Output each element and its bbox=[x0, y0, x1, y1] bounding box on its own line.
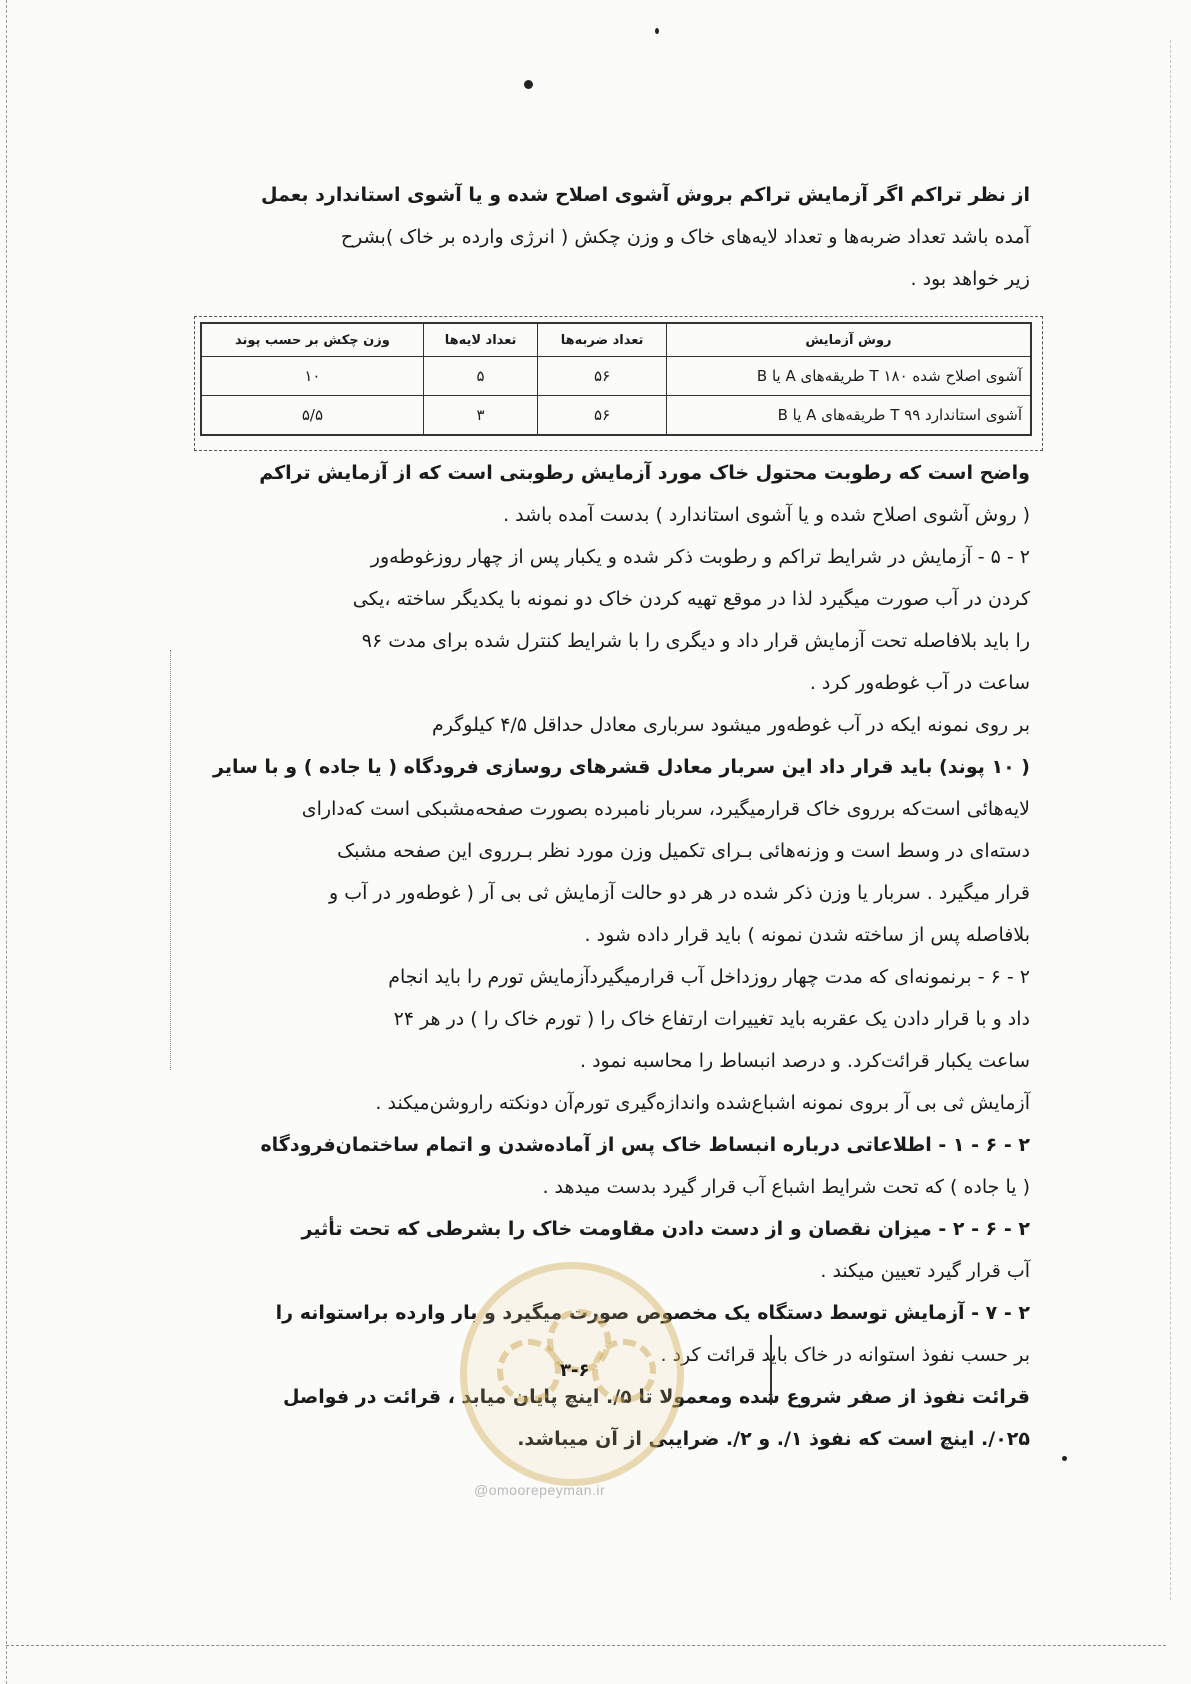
body-line: را باید بلافاصله تحت آزمایش قرار داد و دیگری را با شرایط کنترل شده برای مدت ۹۶ bbox=[361, 630, 1030, 652]
header-blow-count: تعداد ضربه‌ها bbox=[538, 323, 667, 357]
cell-layers: ۵ bbox=[423, 357, 537, 396]
body-line: ساعت یکبار قرائت‌کرد. و درصد انبساط را محاسبه نمود . bbox=[580, 1050, 1030, 1072]
body-line: ( ۱۰ پوند) باید قرار داد این سربار معادل قشرهای روسازی فرودگاه ( یا جاده ) و با سایر bbox=[213, 756, 1030, 778]
body-line: واضح است که رطوبت محتول خاک مورد آزمایش رطوبتی است که از آزمایش تراکم bbox=[259, 462, 1030, 484]
compaction-methods-table bbox=[200, 322, 1032, 436]
cell-method: آشوی استاندارد ۹۹ T طریقه‌های A یا B bbox=[666, 396, 1031, 436]
ink-speck bbox=[524, 80, 533, 89]
body-line: ۲ - ۷ - آزمایش توسط دستگاه یک مخصوص صورت میگیرد و بار وارده براستوانه را bbox=[275, 1302, 1030, 1324]
body-line: بلافاصله پس از ساخته شدن نمونه ) باید قرار داده شود . bbox=[584, 924, 1030, 946]
cell-blows: ۵۶ bbox=[538, 396, 667, 436]
ink-speck bbox=[655, 28, 659, 34]
cell-blows: ۵۶ bbox=[538, 357, 667, 396]
body-line: کردن در آب صورت میگیرد لذا در موقع تهیه کردن خاک دو نمونه با یکدیگر ساخته ،یکی bbox=[352, 588, 1030, 610]
ink-speck bbox=[1062, 1456, 1067, 1461]
cell-hammer-weight: ۱۰ bbox=[201, 357, 423, 396]
intro-line: آمده باشد تعداد ضربه‌ها و تعداد لایه‌های خاک و وزن چکش ( انرژی وارده بر خاک )بشرح bbox=[340, 226, 1030, 248]
pen-mark bbox=[770, 1335, 772, 1405]
intro-line: از نظر تراکم اگر آزمایش تراکم بروش آشوی اصلاح شده و یا آشوی استاندارد بعمل bbox=[261, 184, 1030, 206]
body-line: ۲ - ۶ - ۲ - میزان نقصان و از دست دادن مقاومت خاک را بشرطی که تحت تأثیر bbox=[301, 1218, 1030, 1240]
body-line: ( روش آشوی اصلاح شده و یا آشوی استاندارد ) بدست آمده باشد . bbox=[503, 504, 1030, 526]
body-line: آب قرار گیرد تعیین میکند . bbox=[820, 1260, 1030, 1282]
body-line: قرائت نفوذ از صفر شروع شده ومعمولا تا ۵/. اینچ پایان میابد ، قرائت در فواصل bbox=[282, 1386, 1030, 1408]
gear-icon bbox=[592, 1339, 656, 1403]
page-number: ۳-۶ bbox=[560, 1360, 590, 1381]
body-line: بر حسب نفوذ استوانه در خاک باید قرائت کرد . bbox=[660, 1344, 1030, 1366]
body-line: ۲ - ۵ - آزمایش در شرایط تراکم و رطوبت ذکر شده و یکبار پس از چهار روزغوطه‌ور bbox=[370, 546, 1030, 568]
margin-line bbox=[170, 650, 171, 1070]
scan-border-right bbox=[1170, 40, 1171, 1600]
table-row bbox=[201, 396, 1031, 436]
cell-hammer-weight: ۵/۵ bbox=[201, 396, 423, 436]
body-line: ساعت در آب غوطه‌ور کرد . bbox=[809, 672, 1030, 694]
body-line: ۲ - ۶ - برنمونه‌ای که مدت چهار روزداخل آب قرارمیگیردآزمایش تورم را باید انجام bbox=[388, 966, 1030, 988]
header-hammer-weight: وزن چکش بر حسب پوند bbox=[201, 323, 423, 357]
table-header-row bbox=[201, 323, 1031, 357]
header-layer-count: تعداد لایه‌ها bbox=[423, 323, 537, 357]
header-test-method: روش آزمایش bbox=[666, 323, 1031, 357]
cell-layers: ۳ bbox=[423, 396, 537, 436]
body-line: قرار میگیرد . سربار یا وزن ذکر شده در هر دو حالت آزمایش ثی بی آر ( غوطه‌ور در آب و bbox=[329, 882, 1030, 904]
intro-line: زیر خواهد بود . bbox=[910, 268, 1030, 290]
intro-paragraph bbox=[200, 174, 1030, 300]
body-line: داد و با قرار دادن یک عقربه باید تغییرات ارتفاع خاک را ( تورم خاک را ) در هر ۲۴ bbox=[393, 1008, 1030, 1030]
body-line: ( یا جاده ) که تحت شرایط اشباع آب قرار گیرد بدست میدهد . bbox=[542, 1176, 1030, 1198]
body-line: دسته‌ای در وسط است و وزنه‌هائی بـرای تکمیل وزن مورد نظر بـرروی این صفحه مشبک bbox=[337, 840, 1030, 862]
body-line: آزمایش ثی بی آر بروی نمونه اشباع‌شده واندازه‌گیری تورم‌آن دونکته راروشن‌میکند . bbox=[375, 1092, 1030, 1114]
cell-method: آشوی اصلاح شده ۱۸۰ T طریقه‌های A یا B bbox=[666, 357, 1031, 396]
table-row bbox=[201, 357, 1031, 396]
body-line: ۲ - ۶ - ۱ - اطلاعاتی درباره انبساط خاک پس از آماده‌شدن و اتمام ساختمان‌فرودگاه bbox=[260, 1134, 1030, 1156]
watermark-text: @omoorepeyman.ir bbox=[474, 1482, 606, 1498]
scan-border-left bbox=[6, 0, 7, 1684]
body-line: ۰۲۵/. اینچ است که نفوذ ۱/. و ۲/. ضرایبی از آن میباشد. bbox=[517, 1428, 1030, 1450]
body-line: بر روی نمونه ایکه در آب غوطه‌ور میشود سرباری معادل حداقل ۴/۵ کیلوگرم bbox=[431, 714, 1030, 736]
body-line: لایه‌هائی است‌که برروی خاک قرارمیگیرد، سربار نامبرده بصورت صفحه‌مشبکی است که‌دارای bbox=[301, 798, 1030, 820]
scan-border-bottom bbox=[6, 1645, 1166, 1646]
